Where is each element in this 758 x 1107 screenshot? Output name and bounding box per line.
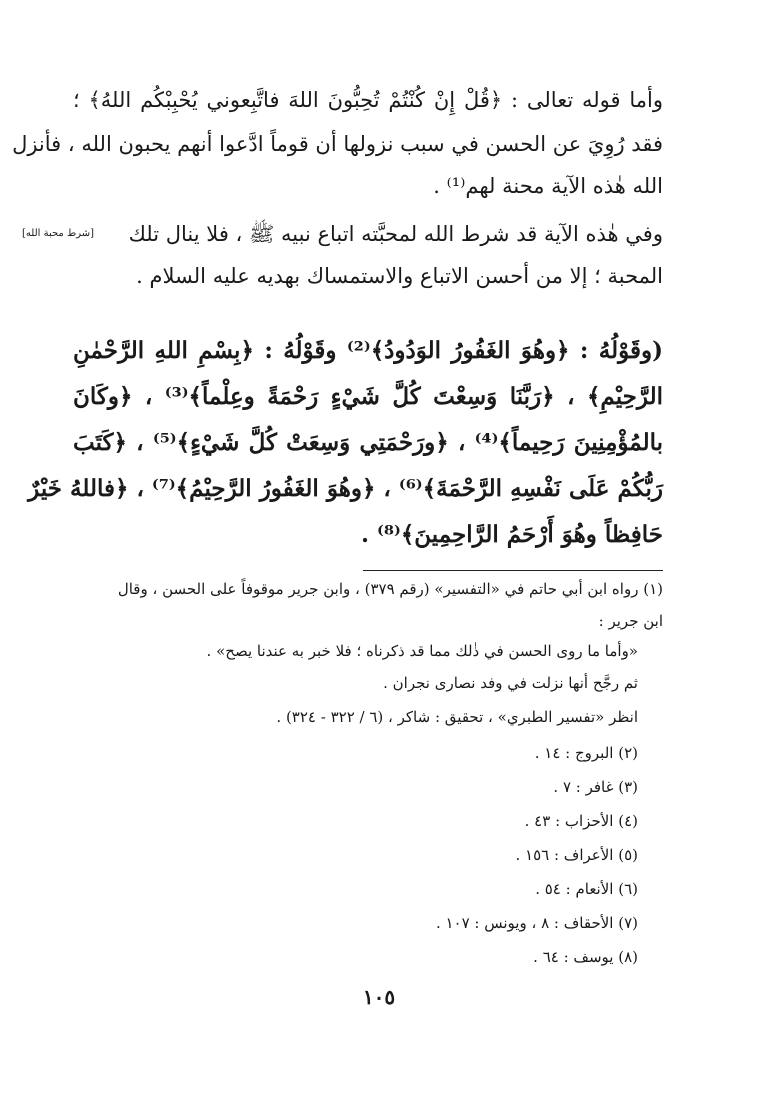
- footnote-1-line-4: ثم رجَّح أنها نزلت في وفد نصارى نجران .: [383, 674, 638, 692]
- main-text-line-2: الرَّحِيْمِ﴾ ، ﴿رَبَّنَا وَسِعْتَ كُلَّ شَيْءٍ رَحْمَةً وعِلْماً﴾⁽³⁾ ، ﴿وكَانَ: [73, 383, 663, 410]
- intro-line-2: فقد رُوِيَ عن الحسن في سبب نزولها أن قوماً ادَّعوا أنهم يحبون الله ، فأنزل: [12, 132, 663, 156]
- footnote-5: (٥) الأعراف : ١٥٦ .: [515, 846, 638, 864]
- footnote-6: (٦) الأنعام : ٥٤ .: [535, 880, 638, 898]
- para2-line-2: المحبة ؛ إلا من أحسن الاتباع والاستمساك بهديه عليه السلام .: [136, 264, 663, 288]
- intro-line-1: وأما قوله تعالى : ﴿قُلْ إِنْ كُنْتُمْ تُحِبُّونَ اللهَ فاتَّبِعوني يُحْبِبْكُم اللهُ﴾ ؛: [73, 88, 663, 112]
- main-text-line-4: رَبُّكُمْ عَلَى نَفْسِهِ الرَّحْمَةَ﴾⁽⁶⁾ ، ﴿وهُوَ الغَفُورُ الرَّحِيْمُ﴾⁽⁷⁾ ، ﴿فاللهُ خَيْرٌ: [28, 475, 663, 502]
- footnote-7: (٧) الأحقاف : ٨ ، ويونس : ١٠٧ .: [435, 914, 638, 932]
- margin-note: [شرط محبة الله]: [22, 228, 94, 239]
- intro-line-3: الله هٰذه الآية محنة لهم⁽¹⁾ .: [433, 174, 663, 198]
- main-text-line-5: حَافِظاً وهُوَ أَرْحَمُ الرَّاحِمِينَ﴾⁽⁸⁾ .: [361, 521, 663, 548]
- footnote-2: (٢) البروج : ١٤ .: [534, 744, 638, 762]
- footnote-1-line-5: انظر «تفسير الطبري» ، تحقيق : شاكر ، (٦ / ٣٢٢ - ٣٢٤) .: [276, 708, 638, 726]
- footnote-separator: [363, 570, 663, 571]
- footnote-1-line-1: (١) رواه ابن أبي حاتم في «التفسير» (رقم ٣٧٩) ، وابن جرير موقوفاً على الحسن ، وقال: [117, 580, 663, 598]
- footnote-4: (٤) الأحزاب : ٤٣ .: [524, 812, 638, 830]
- page-number: ١٠٥: [362, 985, 396, 1009]
- footnote-1-quote: «وأما ما روى الحسن في ذٰلك مما قد ذكرناه ؛ فلا خبر به عندنا يصح» .: [206, 642, 638, 660]
- para2-line-1: وفي هٰذه الآية قد شرط الله لمحبَّته اتباع نبيه ﷺ ، فلا ينال تلك: [128, 222, 663, 246]
- footnote-1-line-2: ابن جرير :: [598, 612, 663, 630]
- main-text-line-1: (وقَوْلُهُ : ﴿وهُوَ الغَفُورُ الوَدُودُ﴾⁽²⁾ وقَوْلُهُ : ﴿بِسْمِ اللهِ الرَّحْمٰنِ: [73, 337, 663, 364]
- footnote-3: (٣) غافر : ٧ .: [553, 778, 638, 796]
- main-text-line-3: بالمُؤْمِنِينَ رَحِيماً﴾⁽⁴⁾ ، ﴿ورَحْمَتِي وَسِعَتْ كُلَّ شَيْءٍ﴾⁽⁵⁾ ، ﴿كَتَبَ: [73, 429, 664, 456]
- footnote-8: (٨) يوسف : ٦٤ .: [533, 948, 638, 966]
